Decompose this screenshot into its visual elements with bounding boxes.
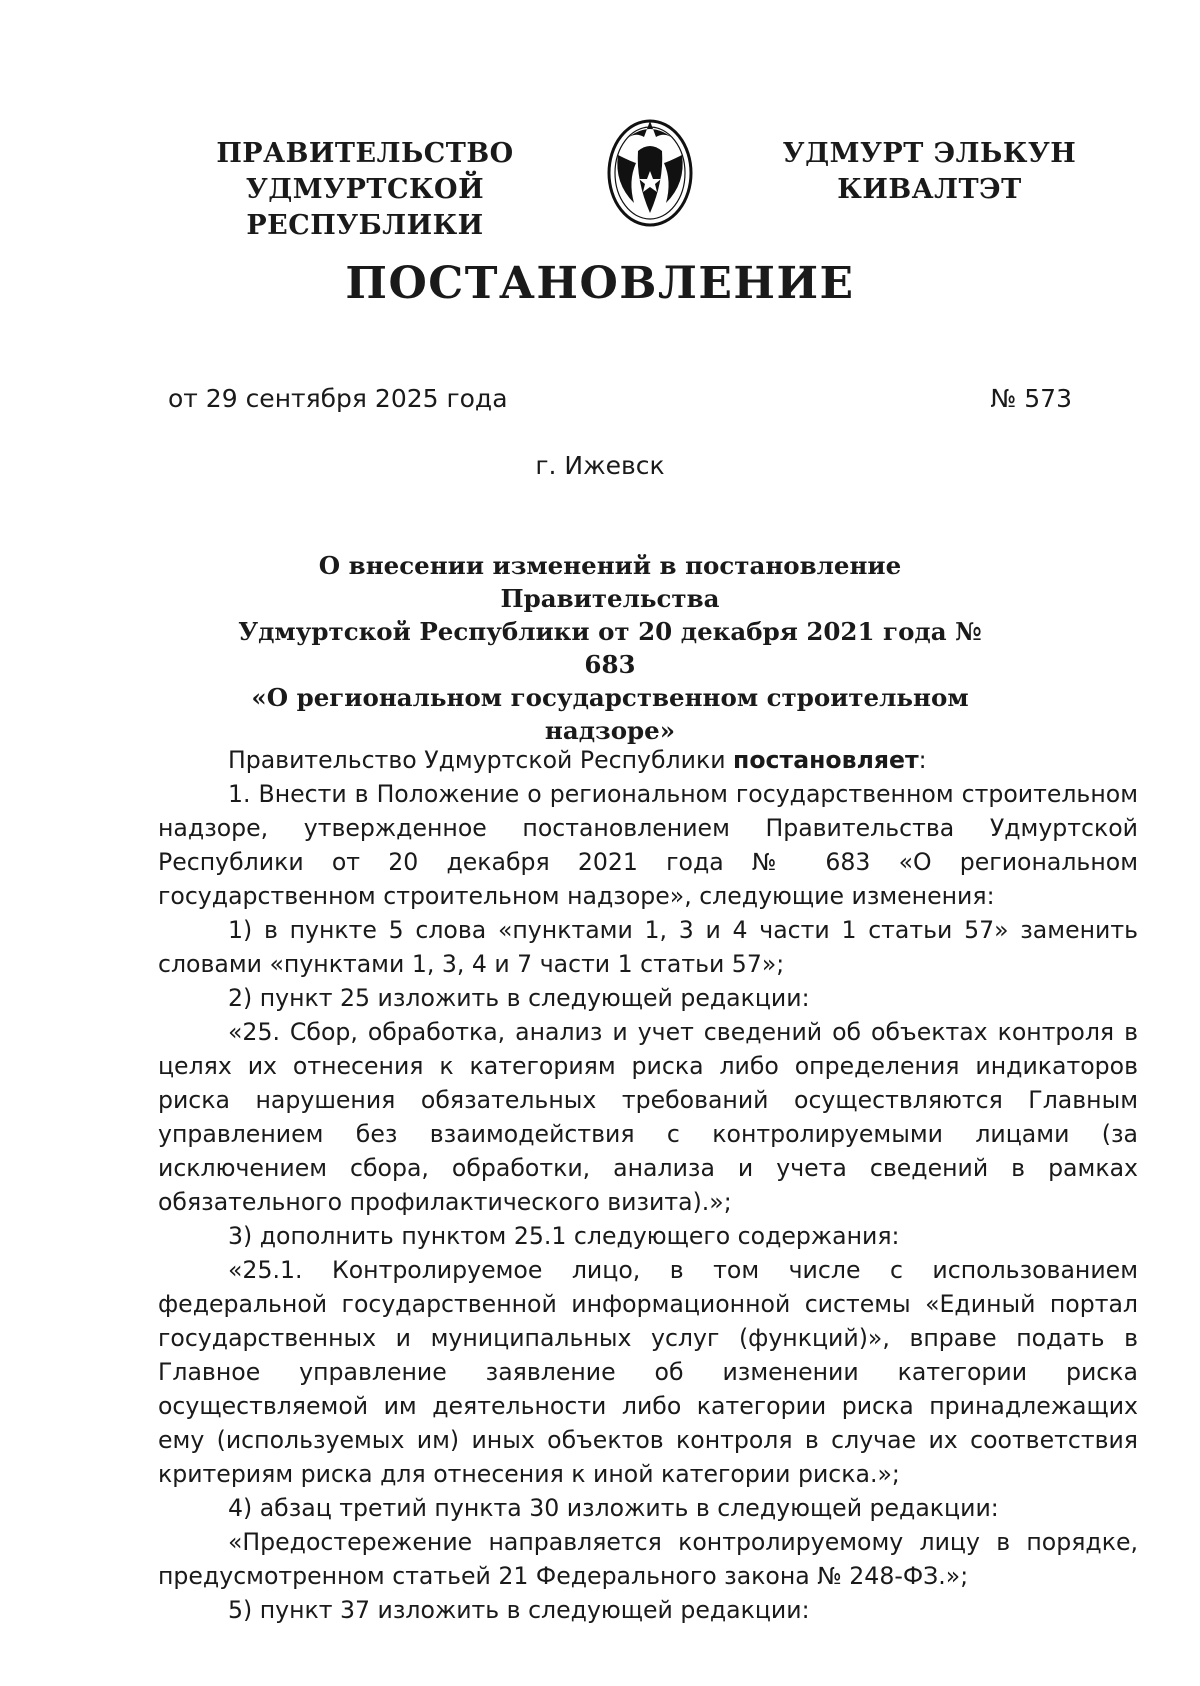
issuer-line-2: КИВАЛТЭТ bbox=[837, 174, 1022, 205]
body-paragraph: 4) абзац третий пункта 30 изложить в следующей редакции: bbox=[228, 1494, 999, 1522]
issuer-line-1: ПРАВИТЕЛЬСТВО bbox=[216, 138, 514, 169]
body-paragraph: 1) в пункте 5 слова «пунктами 1, 3 и 4 части 1 статьи 57» заменить словами «пунктами 1, 3, 4 и 7 части 1 статьи 57»; bbox=[158, 916, 1138, 978]
title-line: О внесении изменений в постановление Правительства bbox=[318, 551, 902, 613]
body-paragraph: 2) пункт 25 изложить в следующей редакции: bbox=[228, 984, 810, 1012]
intro-bold: постановляет bbox=[733, 746, 919, 774]
issuer-line-2: УДМУРТСКОЙ РЕСПУБЛИКИ bbox=[245, 174, 485, 241]
document-title bbox=[220, 549, 1000, 747]
issuer-line-1: УДМУРТ ЭЛЬКУН bbox=[782, 138, 1077, 169]
document-type-heading: ПОСТАНОВЛЕНИЕ bbox=[345, 258, 855, 309]
document-number: № 573 bbox=[990, 384, 1072, 413]
body-paragraph: 3) дополнить пунктом 25.1 следующего содержания: bbox=[228, 1222, 900, 1250]
body-paragraph: 1. Внести в Положение о региональном государственном строительном надзоре, утвержденное постановлением Правительства Удмуртской Республики от 20 декабря 2021 года № 683 «О региональном государственном строительном надзоре», следующие изменения: bbox=[158, 780, 1138, 910]
document-city: г. Ижевск bbox=[535, 451, 665, 480]
document-date: от 29 сентября 2025 года bbox=[168, 384, 508, 413]
issuer-name-udmurt bbox=[782, 136, 1077, 208]
intro-text: Правительство Удмуртской Республики bbox=[228, 746, 734, 774]
title-line: «О региональном государственном строительном bbox=[251, 683, 969, 712]
udmurtia-coat-of-arms-icon bbox=[604, 111, 696, 229]
intro-paragraph bbox=[158, 743, 1138, 777]
body-paragraph: «Предостережение направляется контролируемому лицу в порядке, предусмотренном статьей 21 Федерального закона № 248-ФЗ.»; bbox=[158, 1528, 1138, 1590]
intro-end: : bbox=[918, 746, 927, 774]
title-line: Удмуртской Республики от 20 декабря 2021 года № 683 bbox=[238, 617, 982, 679]
title-line: надзоре» bbox=[544, 716, 676, 745]
document-body bbox=[158, 743, 1138, 1627]
issuer-name-russian bbox=[150, 136, 580, 244]
body-paragraph: 5) пункт 37 изложить в следующей редакции: bbox=[228, 1596, 810, 1624]
body-paragraph: «25.1. Контролируемое лицо, в том числе с использованием федеральной государственной информационной системы «Единый портал государственных и муниципальных услуг (функций)», вправе подать в Главное управление заявление об изменении категории риска осуществляемой им деятельности либо категории риска принадлежащих ему (используемых им) иных объектов контроля в случае их соответствия критериям риска для отнесения к иной категории риска.»; bbox=[158, 1256, 1138, 1488]
body-paragraph: «25. Сбор, обработка, анализ и учет сведений об объектах контроля в целях их отнесения к категориям риска либо определения индикаторов риска нарушения обязательных требований осуществляются Главным управлением без взаимодействия с контролируемыми лицами (за исключением сбора, обработки, анализа и учета сведений в рамках обязательного профилактического визита).»; bbox=[158, 1018, 1138, 1216]
